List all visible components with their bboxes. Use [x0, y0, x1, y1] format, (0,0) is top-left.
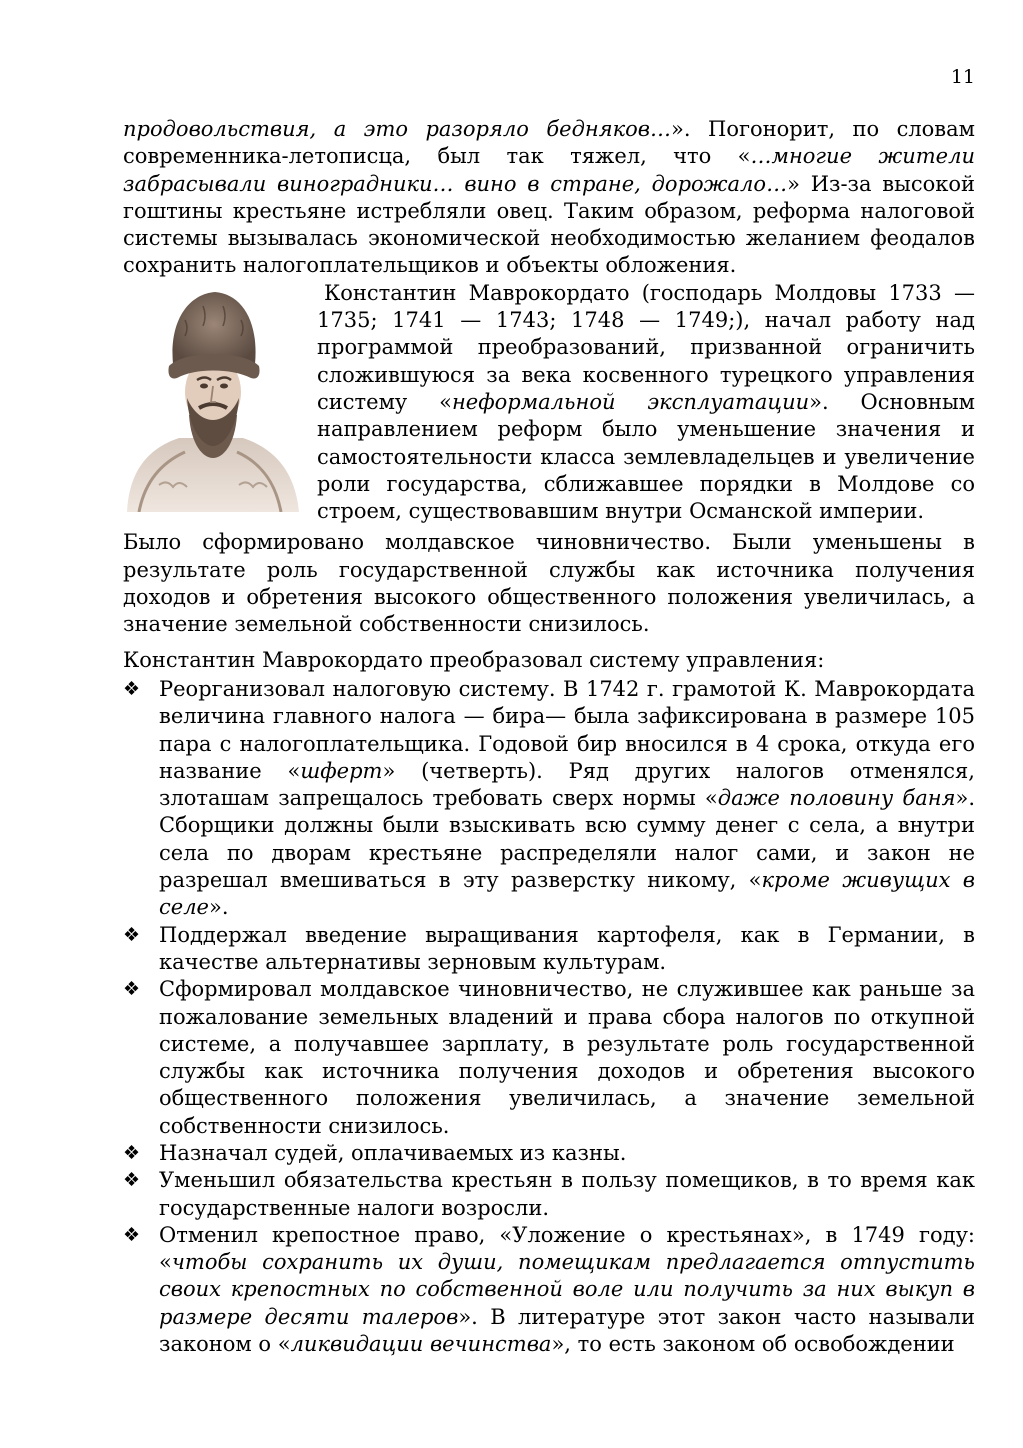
italic-quote: неформальной эксплуатации [451, 389, 810, 414]
list-item-text [159, 1168, 975, 1219]
paragraph-1 [123, 116, 975, 280]
page-number: 11 [950, 66, 975, 88]
text-run: Реорганизовал налоговую систему. В 1742 г. грамотой К. Маврокордата величина главного налога — бира— была зафиксирована в размере 105 пара с налогоплательщика. Годовой бир вносился в 4 срока, откуда его название « [159, 676, 975, 783]
text-run: Константин Маврокордато преобразовал систему управления: [123, 647, 825, 672]
list-item [123, 676, 975, 922]
list-item-text [159, 677, 975, 919]
italic-quote: ликвидации вечинства [290, 1332, 552, 1357]
paragraph-3 [123, 529, 975, 638]
list-item [123, 976, 975, 1140]
italic-quote: продовольствия, а это разоряло бедняков… [123, 117, 672, 141]
text-run: ». [209, 895, 229, 920]
list-item [123, 1167, 975, 1222]
text-run: Сформировал молдавское чиновничество, не служившее как раньше за пожалование земельных владений и права сбора налогов по откупной системе, а получавшее зарплату, в результате роль государственной службы как источника получения доходов и обретения высокого общественного положения увеличилась, а значение земельной собственности снизилось. [159, 977, 975, 1138]
italic-quote: шферт [300, 758, 383, 783]
text-run: » Из-за высокой гоштины крестьяне истребляли овец. Таким образом, реформа налоговой системы вызывалась экономической необходимостью желанием феодалов сохранить налогоплательщиков и объекты обложения. [123, 171, 975, 278]
text-run: ». Сборщики должны были взыскивать всю сумму денег с села, а внутри села по дворам крестьяне распределяли налог сами, и закон не разрешал вмешиваться в эту разверстку никому, « [159, 786, 976, 893]
bullet-icon: ❖ [123, 1169, 141, 1192]
list-item-text [159, 1223, 975, 1356]
text-run: Поддержал введение выращивания картофеля, как в Германии, в качестве альтернативы зерновым культурам. [159, 922, 975, 974]
bullet-icon: ❖ [123, 978, 141, 1001]
document-body [123, 116, 975, 1358]
list-item [123, 1222, 975, 1358]
text-run: Константин Маврокордато (господарь Молдовы 1733 — 1735; 1741 — 1743; 1748 — 1749;), начал работу над программой преобразований, призванной ограничить сложившуюся за века косвенного турецкого управления систему « [317, 280, 975, 414]
list-item-text [159, 923, 975, 974]
bullet-icon: ❖ [123, 1223, 141, 1246]
text-run: ». В литературе этот закон часто называли законом о « [159, 1304, 976, 1357]
italic-quote: чтобы сохранить их души, помещикам предлагается отпустить своих крепостных по собственной воле или получить за них выкуп в размере десяти талеров [159, 1250, 975, 1329]
bullet-icon: ❖ [123, 1141, 141, 1164]
reform-list [123, 676, 975, 1358]
italic-quote: …многие жители забрасывали виноградники… вино в стране, дорожало… [123, 144, 976, 196]
text-run: » (четверть). Ряд других налогов отменялся, злоташам запрещалось требовать сверх нормы « [159, 758, 975, 811]
text-run: Отменил крепостное право, «Уложение о крестьянах», в 1749 году: « [159, 1222, 975, 1275]
bullet-icon: ❖ [123, 677, 141, 700]
italic-quote: кроме живущих в селе [159, 868, 976, 920]
text-run: ». Основным направлением реформ было уменьшение значения и самостоятельности класса землевладельцев и увеличение роли государства, сближавшее порядки в Молдове со строем, существовавшим внутри Османской империи. [317, 389, 976, 524]
text-run: Было сформировано молдавское чиновничество. Были уменьшены в результате роль государственной службы как источника получения доходов и обретения высокого общественного положения увеличилась, а значение земельной собственности снизилось. [123, 530, 975, 637]
text-run: », то есть законом об освобождении [551, 1332, 955, 1357]
list-item-text [159, 977, 975, 1137]
list-item [123, 922, 975, 977]
text-run: Назначал судей, оплачиваемых из казны. [159, 1140, 627, 1165]
list-item [123, 1140, 975, 1167]
italic-quote: даже половину баня [717, 786, 956, 811]
text-run: Уменьшил обязательства крестьян в пользу помещиков, в то время как государственные налоги возросли. [159, 1168, 975, 1220]
list-item-text [159, 1141, 626, 1165]
bullet-icon: ❖ [123, 923, 141, 946]
paragraph-4 [123, 647, 975, 674]
text-run: ». Погонорит, по словам современника-летописца, был так тяжел, что « [123, 117, 975, 169]
portrait-engraving [119, 280, 303, 512]
